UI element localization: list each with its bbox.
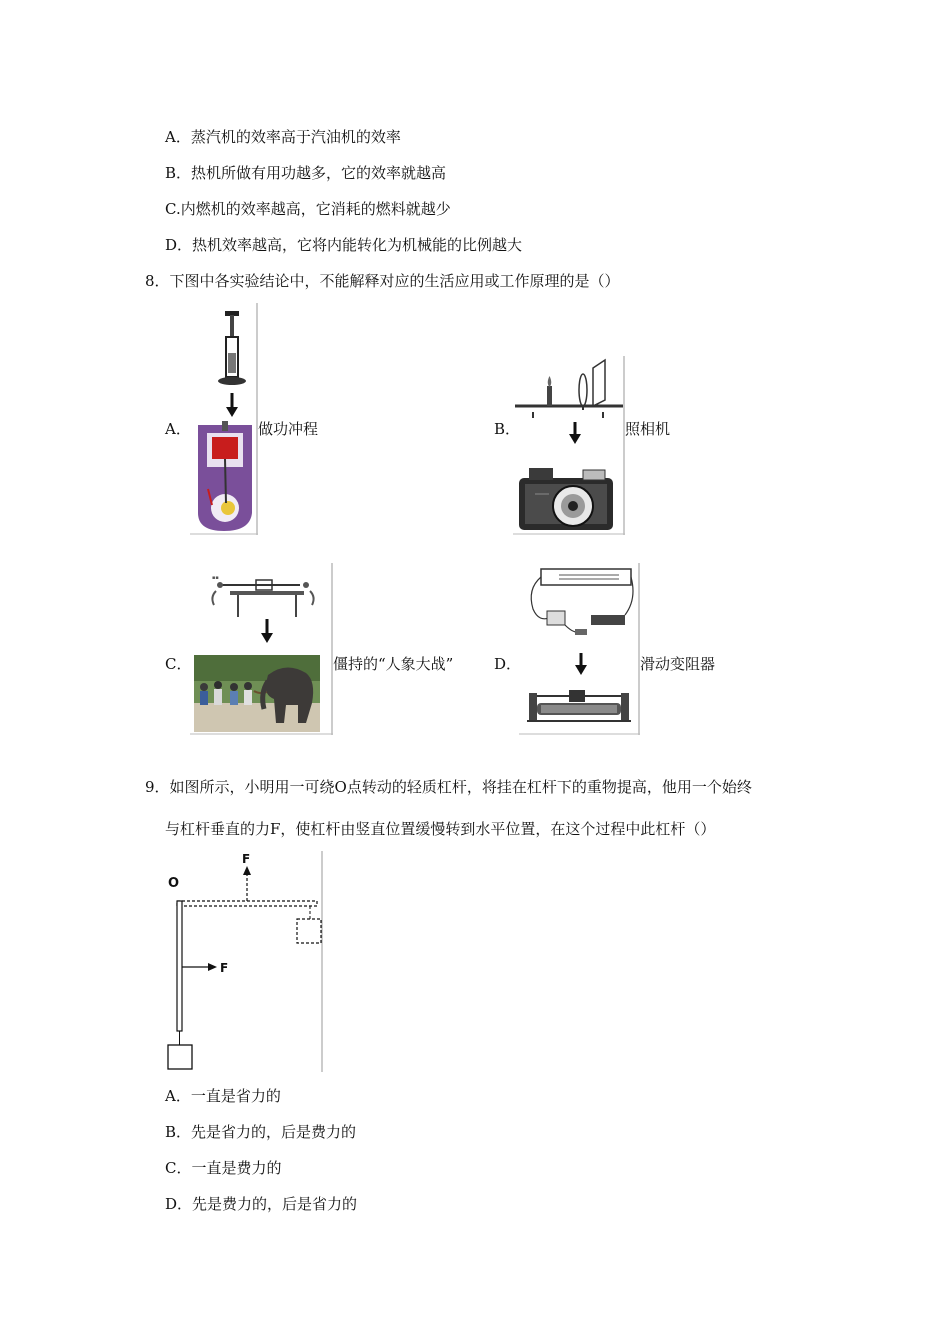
force-f-top-label: F (242, 852, 251, 866)
q9-stem-line-1: 9．如图所示，小明用一可绕O点转动的轻质杠杆，将挂在杠杆下的重物提高，他用一个始终 (145, 778, 752, 796)
q7-option-d: D．热机效率越高，它将内能转化为机械能的比例越大 (165, 236, 523, 254)
q9-option-d: D．先是费力的，后是省力的 (165, 1195, 358, 1213)
q7-option-a: A．蒸汽机的效率高于汽油机的效率 (165, 128, 401, 146)
q8-option-a-letter: A． (165, 420, 191, 438)
q8-option-c-caption: 僵持的“人象大战” (333, 655, 454, 673)
q8-option-b-caption: 照相机 (625, 420, 671, 438)
rheostat-figure (519, 563, 640, 735)
q9-option-b: B．先是省力的，后是费力的 (165, 1123, 357, 1141)
q8-option-d-caption: 滑动变阻器 (640, 655, 716, 673)
pivot-o-label: O (168, 876, 180, 891)
lever-diagram (162, 851, 324, 1072)
q9-option-c: C．一直是费力的 (165, 1159, 282, 1177)
force-f-side-label: F (220, 961, 229, 975)
q9-option-a: A．一直是省力的 (165, 1087, 281, 1105)
engine-stroke-figure (190, 303, 258, 535)
q8-option-a-caption: 做功冲程 (258, 420, 319, 438)
q8-option-c-letter: C． (165, 655, 192, 673)
q8-option-b-letter: B． (494, 420, 521, 438)
q7-option-b: B．热机所做有用功越多，它的效率就越高 (165, 164, 447, 182)
camera-lens-figure (513, 356, 625, 535)
tug-of-war-figure (190, 563, 333, 735)
svg-text:▪▪: ▪▪ (212, 575, 219, 581)
q8-stem: 8．下图中各实验结论中，不能解释对应的生活应用或工作原理的是（） (145, 272, 620, 290)
q9-stem-line-2: 与杠杆垂直的力F，使杠杆由竖直位置缓慢转到水平位置，在这个过程中此杠杆（） (165, 820, 716, 838)
q7-option-c: C.内燃机的效率越高，它消耗的燃料就越少 (165, 200, 451, 218)
q8-option-d-letter: D． (494, 655, 522, 673)
